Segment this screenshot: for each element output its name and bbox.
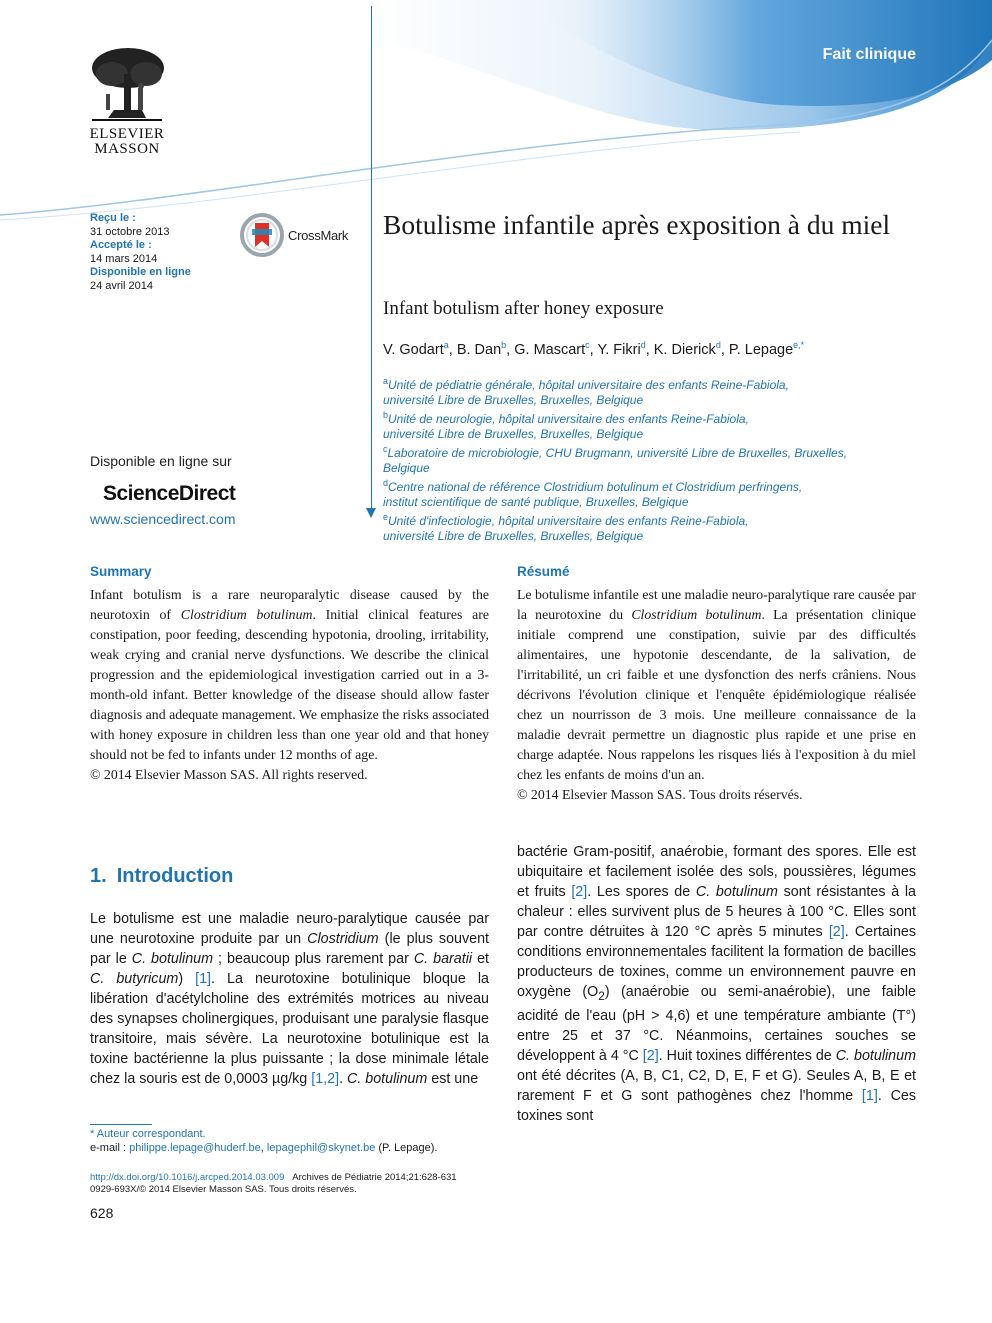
italic-term: C. botulinum <box>835 1047 916 1064</box>
citation-link[interactable]: [2] <box>828 924 845 940</box>
affiliation-c: $^c$Laboratoire de microbiologie, CHU Brugmann, université Libre de Bruxelles, Bruxelles, Belgique <box>383 444 848 475</box>
author-sup[interactable]: b <box>501 340 507 350</box>
author-sup[interactable]: a <box>443 340 449 350</box>
divider-arrow-icon <box>366 508 376 518</box>
accepted-label: Accepté le : <box>90 239 152 251</box>
crossmark-badge[interactable] <box>240 212 360 258</box>
sciencedirect-link[interactable]: www.sciencedirect.com <box>90 511 236 527</box>
page-footer <box>90 1172 457 1196</box>
elsevier-tree-icon <box>84 44 170 122</box>
crossmark-label: CrossMark <box>288 227 349 243</box>
author-sup[interactable]: d <box>715 340 721 350</box>
citation-link[interactable]: [1,2] <box>311 1071 340 1087</box>
page-number: 628 <box>90 1205 114 1221</box>
author-list: V. Godart$^a$, B. Dan$^b$, G. Mascart$^c$, Y. Fikri$^d$, K. Dierick$^d$, P. Lepage$^{e,*}$ <box>383 340 805 358</box>
italic-term: C. baratii <box>413 951 473 967</box>
affiliation-b: $^b$Unité de neurologie, hôpital universitaire des enfants Reine-Fabiola, université Libre de Bruxelles, Bruxelles, Belgique <box>383 410 749 441</box>
elsevier-logo <box>82 44 172 157</box>
section-heading-introduction: 1. Introduction <box>90 865 234 887</box>
body-text-run: ) (anaérobie ou semi-anaérobie), une faible acidité de l'eau (pH > 4,6) et une température ambiante (T°) entre 25 et 37 °C. Néanmoins, certaines souches se développent à 4 °C <box>517 984 916 1064</box>
resume-heading: Résumé <box>517 564 570 579</box>
italic-term: C. botulinum <box>347 1071 428 1087</box>
publisher-name-line2: MASSON <box>94 141 160 157</box>
citation-link[interactable]: [2] <box>642 1047 659 1064</box>
article-subtitle: Infant botulism after honey exposure <box>383 298 664 319</box>
email-link-2[interactable]: lepagephil@skynet.be <box>266 1142 376 1154</box>
italic-term: C. botulinum <box>695 884 778 900</box>
affiliation-e: $^e$Unité d'infectiologie, hôpital universitaire des enfants Reine-Fabiola, université Libre de Bruxelles, Bruxelles, Belgique <box>383 512 749 543</box>
body-text-run: . Huit toxines différentes de <box>658 1047 836 1064</box>
issn-line: 0929-693X/© 2014 Elsevier Masson SAS. Tous droits réservés. <box>90 1184 357 1195</box>
summary-copyright: © 2014 Elsevier Masson SAS. All rights reserved. <box>90 767 368 782</box>
journal-citation: Archives de Pédiatrie 2014;21:628-631 <box>292 1172 457 1183</box>
footnote: * Auteur correspondant. e-mail : philippe.lepage@huderf.be, lepagephil@skynet.be (P. Lepage). <box>90 1128 438 1154</box>
author: Y. Fikri <box>597 341 641 358</box>
citation-link[interactable]: [1] <box>195 971 212 987</box>
body-text-run: (le plus souvent par le <box>90 931 490 967</box>
author-sup[interactable]: e,* <box>793 340 805 350</box>
article-title: Botulisme infantile après exposition à du miel <box>383 209 891 240</box>
body-text-run: . Ces toxines sont <box>517 1087 917 1124</box>
body-text-run: est une <box>427 1071 479 1087</box>
italic-term: C. butyricum <box>90 971 179 987</box>
doi-link[interactable]: http://dx.doi.org/10.1016/j.arcped.2014.03.009 <box>90 1172 285 1183</box>
author-sup[interactable]: d <box>640 340 646 350</box>
summary-text: Infant botulism is a rare neuroparalytic disease caused by the neurotoxin of Clostridium botulinum. Initial clinical features are constipation, poor feeding, descending hypotonia, drooling, irritability, weak crying and cranial nerve dysfunctions. We describe the clinical progression and the epidemiological investigation carried out in a 3-month-old infant. Better knowledge of the disease should allow faster diagnosis and adequate management. We emphasize the risks associated with honey exposure in children less than one year old and that honey should not be fed to infants under 12 months of age. © 2014 Elsevier Masson SAS. All rights reserved. <box>90 585 489 785</box>
body-text-run: . Les spores de <box>587 884 696 900</box>
summary-heading: Summary <box>90 564 152 579</box>
received-label: Reçu le : <box>90 212 136 224</box>
body-text-run: et <box>472 951 489 967</box>
author: P. Lepage <box>728 341 794 358</box>
online-label: Disponible en ligne <box>90 266 191 278</box>
resume-text: Le botulisme infantile est une maladie neuro-paralytique rare causée par la neurotoxine du Clostridium botulinum. La présentation clinique initiale comprend une constipation, suivie par des difficultés alimentaires, une hypotonie descendante, de la salivation, de l'irritabilité, un cri faible et une dysfonction des nerfs crâniens. Nous décrivons l'évolution clinique et l'enquête épidémiologique réalisée chez un nourrisson de 3 mois. Une meilleure connaissance de la maladie devrait permettre un diagnostic plus rapide et une prise en charge adaptée. Nous rappelons les risques liés à l'exposition à du miel chez les enfants de moins d'un an. © 2014 Elsevier Masson SAS. Tous droits réservés. <box>517 585 916 805</box>
body-text-run: ) <box>178 971 196 987</box>
body-text-run: ont été décrites (A, B, C1, C2, D, E, F et G). Seules A, B, E et rarement F et G sont pathogènes chez l'homme <box>517 1067 916 1104</box>
received-date: 31 octobre 2013 <box>90 225 170 238</box>
email-link-1[interactable]: philippe.lepage@huderf.be <box>129 1142 261 1154</box>
body-text-run: Le botulisme est une maladie neuro-paralytique causée par une neurotoxine produite par un <box>90 911 489 947</box>
body-text-run: . <box>339 1071 348 1087</box>
intro-right-column <box>517 842 916 1126</box>
divider-line <box>371 6 372 514</box>
article-dates <box>90 212 191 293</box>
author: B. Dan <box>456 341 502 358</box>
crossmark-icon <box>240 213 284 257</box>
affiliations <box>383 374 903 544</box>
body-text-run: . La neurotoxine botulinique bloque la libération d'acétylcholine des extrémités motrices au niveau des synapses cholinergiques, produisant une paralysie flasque transitoire, mais sévère. La neurotoxine botulinique est la toxine bactérienne la plus puissante ; la dose minimale létale chez la souris est de 0,0003 µg/kg <box>90 971 489 1087</box>
article-category: Fait clinique <box>822 46 916 63</box>
corresponding-author: * Auteur correspondant. <box>90 1128 206 1140</box>
italic-term: Clostridium <box>307 931 379 947</box>
sciencedirect-label: Disponible en ligne sur <box>90 453 232 469</box>
author: K. Dierick <box>653 341 716 358</box>
intro-left-column <box>90 909 489 1089</box>
resume-copyright: © 2014 Elsevier Masson SAS. Tous droits réservés. <box>517 787 803 802</box>
sciencedirect-block <box>90 453 236 527</box>
accepted-date: 14 mars 2014 <box>90 252 158 265</box>
publisher-name-line1: ELSEVIER <box>89 126 165 142</box>
sciencedirect-logo: ScienceDirect <box>103 482 236 505</box>
subscript: 2 <box>598 988 605 1003</box>
body-text-run: bactérie Gram-positif, anaérobie, formant des spores. Elle est ubiquitaire et facilement isolée des sols, poussières, légumes et fruits <box>517 844 916 900</box>
author: V. Godart <box>383 341 444 358</box>
footnote-rule <box>90 1124 152 1125</box>
online-date: 24 avril 2014 <box>90 279 153 292</box>
body-text-run: . Certaines conditions environnementales facilitent la formation de bacilles producteurs de toxines, comme un environnement pauvre en oxygène (O <box>517 924 917 1000</box>
affiliation-a: $^a$Unité de pédiatrie générale, hôpital universitaire des enfants Reine-Fabiola, université Libre de Bruxelles, Bruxelles, Belgique <box>383 376 789 407</box>
citation-link[interactable]: [2] <box>571 884 588 900</box>
body-text-run: ; beaucoup plus rarement par <box>213 951 414 967</box>
italic-term: C. botulinum <box>131 951 214 967</box>
author: G. Mascart <box>514 341 586 358</box>
body-text-run: sont résistantes à la chaleur : elles survivent plus de 5 heures à 100 °C. Elles sont par contre détruites à 120 °C après 5 minutes <box>517 884 916 940</box>
citation-link[interactable]: [1] <box>861 1087 878 1104</box>
affiliation-d: $^d$Centre national de référence Clostridium botulinum et Clostridium perfringens, institut scientifique de santé publique, Bruxelles, Belgique <box>383 478 803 509</box>
author-sup[interactable]: c <box>585 340 590 350</box>
